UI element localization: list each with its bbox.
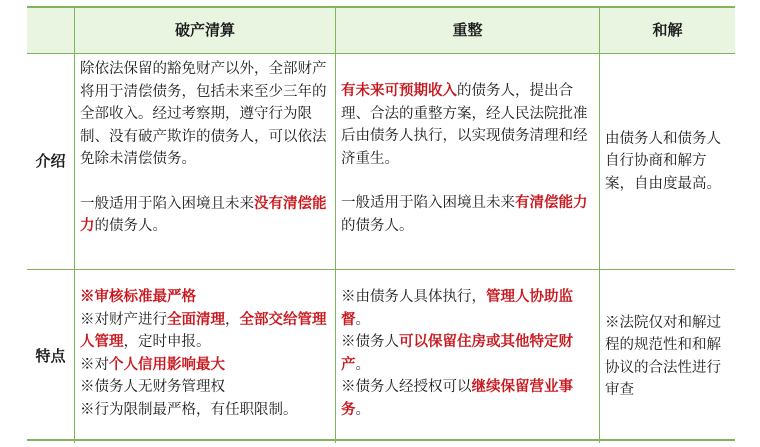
features-liquidation-item-2: ※对财产进行全面清理，全部交给管理人管理，定时申报。: [80, 310, 327, 350]
intro-settlement-text: 由债务人和债务人自行协商和解方案，自由度最高。: [605, 130, 721, 192]
features-reorganization-item-3: ※债务人经授权可以继续保留营业事务。: [341, 378, 573, 418]
row-label-features: 特点: [27, 270, 75, 443]
features-reorganization-item-1: ※由债务人具体执行，管理人协助监督。: [341, 288, 573, 328]
features-reorganization: [336, 270, 600, 443]
emphasis-text: 没有清偿能力: [80, 194, 327, 234]
row-label-intro: 介绍: [27, 54, 75, 270]
intro-liquidation: [75, 54, 336, 270]
features-settlement: [600, 270, 735, 443]
features-reorganization-item-2: ※债务人可以保留住房或其他特定财产。: [341, 333, 573, 373]
intro-settlement: [600, 54, 735, 270]
intro-reorganization-text: 有未来可预期收入的债务人，提出合理、合法的重整方案，经人民法院批准后由债务人执行，以实现债务清理和经济重生。: [341, 82, 588, 167]
comparison-table: [27, 6, 735, 441]
features-liquidation-item-3: ※对个人信用影响最大: [80, 355, 225, 373]
features-liquidation: [75, 270, 336, 443]
header-settlement: 和解: [600, 8, 735, 54]
intro-reorganization-note: 一般适用于陷入困境且未来有清偿能力的债务人。: [341, 194, 588, 234]
header-reorganization: 重整: [336, 8, 600, 54]
features-liquidation-item-4: ※债务人无财务管理权: [80, 379, 225, 395]
emphasis-text: 有未来可预期收入: [341, 82, 457, 99]
header-liquidation: 破产清算: [75, 8, 336, 54]
header-corner: [27, 8, 75, 54]
features-settlement-text: ※法院仅对和解过程的规范性和和解协议的合法性进行审查: [605, 314, 721, 398]
intro-liquidation-note: 一般适用于陷入困境且未来没有清偿能力的债务人。: [80, 194, 327, 234]
features-liquidation-item-1: ※审核标准最严格: [80, 288, 196, 305]
emphasis-text: 有清偿能力: [515, 194, 588, 211]
features-liquidation-item-5: ※行为限制最严格，有任职限制。: [80, 401, 298, 418]
intro-liquidation-text: 除依法保留的豁免财产以外，全部财产将用于清偿债务，包括未来至少三年的全部收入。经过考察期，遵守行为限制、没有破产欺诈的债务人，可以依法免除未清偿债务。: [80, 61, 327, 167]
intro-reorganization: [336, 54, 600, 270]
